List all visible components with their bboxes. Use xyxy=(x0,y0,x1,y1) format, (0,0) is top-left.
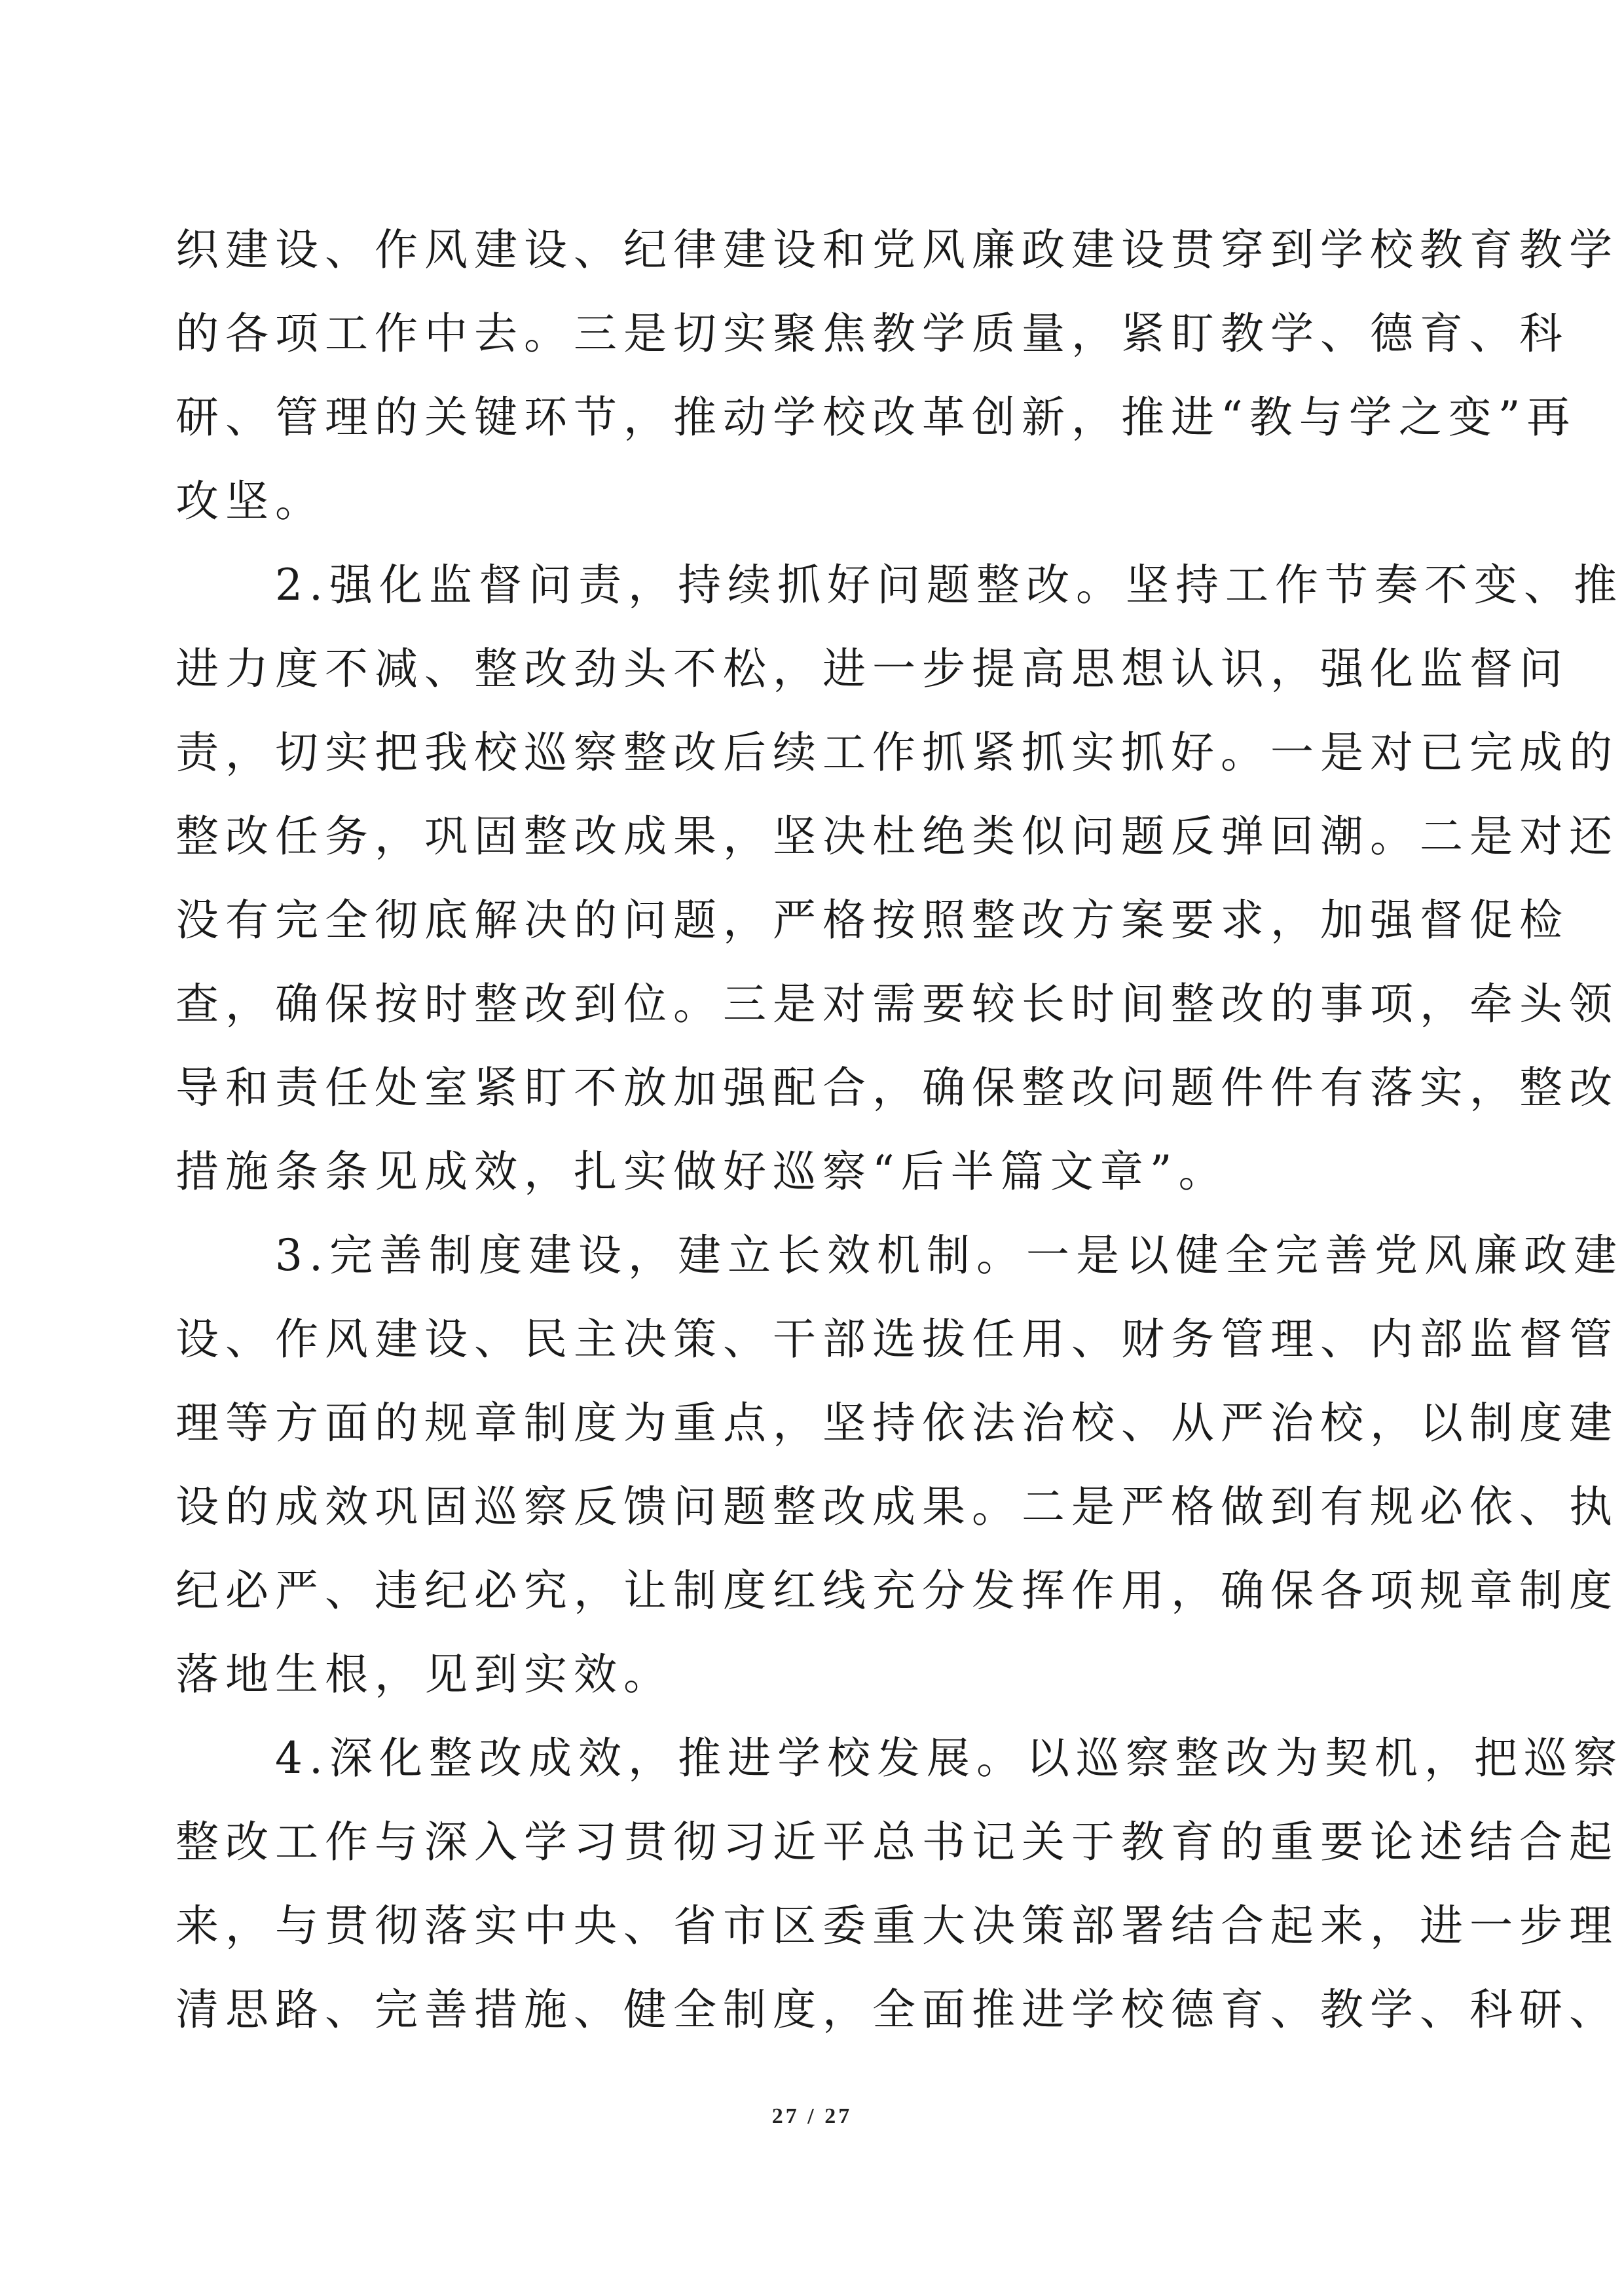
text-line: 清思路、完善措施、健全制度，全面推进学校德育、教学、科研、 xyxy=(175,1984,1619,2035)
text-line: 的各项工作中去。三是切实聚焦教学质量，紧盯教学、德育、科 xyxy=(175,308,1569,359)
text-line: 进力度不减、整改劲头不松，进一步提高思想认识，强化监督问 xyxy=(175,644,1569,694)
text-line: 设、作风建设、民主决策、干部选拔任用、财务管理、内部监督管 xyxy=(175,1314,1619,1364)
text-line: 措施条条见成效，扎实做好巡察“后半篇文章”。 xyxy=(175,1146,1228,1197)
text-line: 查，确保按时整改到位。三是对需要较长时间整改的事项，牵头领 xyxy=(175,979,1619,1029)
text-line: 没有完全彻底解决的问题，严格按照整改方案要求，加强督促检 xyxy=(175,895,1569,945)
text-line: 导和责任处室紧盯不放加强配合，确保整改问题件件有落实，整改 xyxy=(175,1063,1619,1113)
text-line: 织建设、作风建设、纪律建设和党风廉政建设贯穿到学校教育教学 xyxy=(175,225,1619,275)
text-line: 整改任务，巩固整改成果，坚决杜绝类似问题反弹回潮。二是对还 xyxy=(175,811,1619,862)
page-number: 27 / 27 xyxy=(771,2104,853,2128)
document-body xyxy=(175,208,1623,2052)
text-line: 整改工作与深入学习贯彻习近平总书记关于教育的重要论述结合起 xyxy=(175,1817,1619,1867)
text-line: 攻坚。 xyxy=(175,476,325,526)
paragraph-heading-line: 2.强化监督问责，持续抓好问题整改。坚持工作节奏不变、推 xyxy=(175,560,1623,610)
text-line: 纪必严、违纪必究，让制度红线充分发挥作用，确保各项规章制度 xyxy=(175,1565,1619,1616)
text-line: 落地生根，见到实效。 xyxy=(175,1649,673,1700)
paragraph-heading-line: 4.深化整改成效，推进学校发展。以巡察整改为契机，把巡察 xyxy=(175,1733,1623,1783)
text-line: 责，切实把我校巡察整改后续工作抓紧抓实抓好。一是对已完成的 xyxy=(175,727,1619,778)
text-line: 理等方面的规章制度为重点，坚持依法治校、从严治校，以制度建 xyxy=(175,1398,1619,1448)
text-line: 设的成效巩固巡察反馈问题整改成果。二是严格做到有规必依、执 xyxy=(175,1482,1619,1532)
text-line: 来，与贯彻落实中央、省市区委重大决策部署结合起来，进一步理 xyxy=(175,1901,1619,1951)
paragraph-heading-line: 3.完善制度建设，建立长效机制。一是以健全完善党风廉政建 xyxy=(175,1230,1623,1281)
text-line: 研、管理的关键环节，推动学校改革创新，推进“教与学之变”再 xyxy=(175,392,1577,443)
